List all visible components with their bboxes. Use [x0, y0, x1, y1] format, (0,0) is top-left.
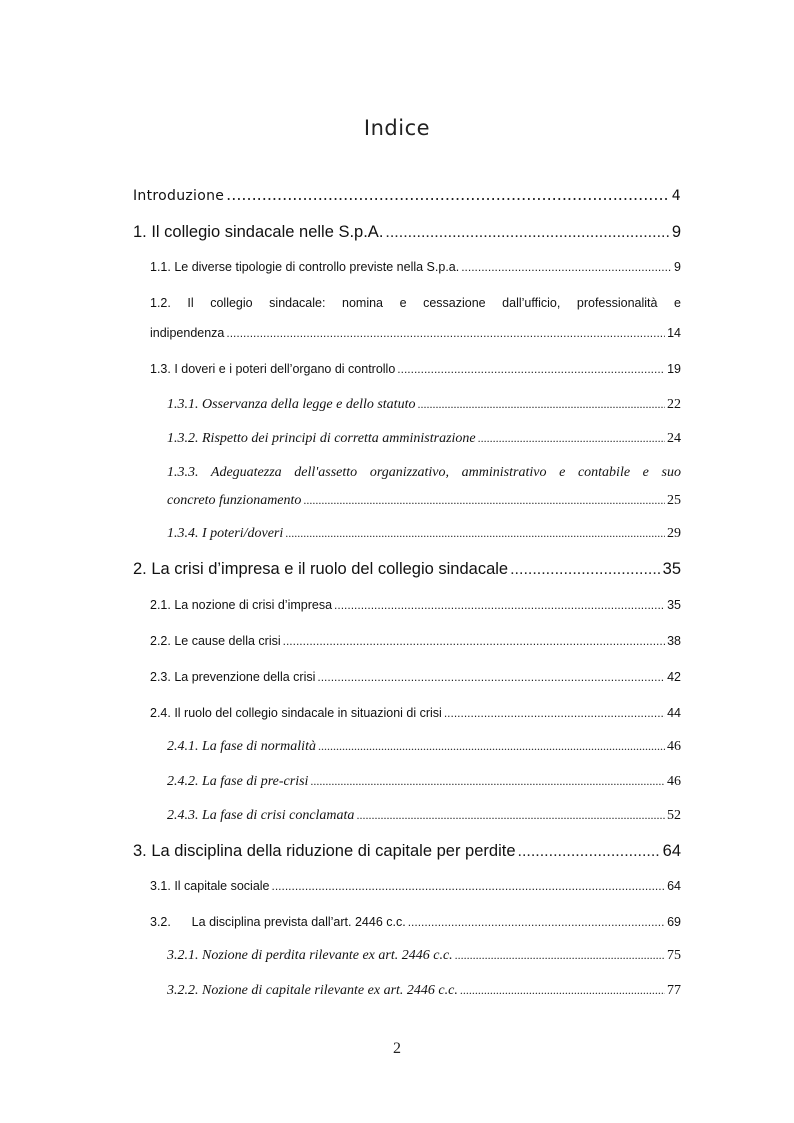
- toc-entry-label: 3. La disciplina della riduzione di capitale per perdite: [133, 842, 516, 860]
- toc-entry-chapter-1[interactable]: [133, 223, 681, 242]
- toc-entry-label: 3.2.2. Nozione di capitale rilevante ex art. 2446 c.c.: [167, 983, 458, 998]
- leader-dots: [455, 948, 665, 963]
- toc-entry-label: 3.2.1. Nozione di perdita rilevante ex art. 2446 c.c.: [167, 948, 453, 963]
- toc-entry-2-2[interactable]: [150, 634, 681, 648]
- toc-entry-page: 52: [667, 808, 681, 823]
- toc-entry-2-1[interactable]: [150, 598, 681, 612]
- leader-dots: [285, 526, 665, 541]
- toc-entry-page: 19: [667, 362, 681, 376]
- leader-dots: [226, 185, 670, 204]
- toc-entry-introduzione[interactable]: [133, 185, 681, 204]
- leader-dots: [283, 634, 665, 648]
- toc-entry-1-3-4[interactable]: [167, 526, 681, 542]
- toc-entry-1-3-2[interactable]: [167, 431, 681, 447]
- page-title: Indice: [363, 116, 431, 140]
- toc-entry-label: 3.2. La disciplina prevista dall’art. 2446 c.c.: [150, 915, 406, 929]
- toc-entry-page: 38: [667, 634, 681, 648]
- toc-entry-label: 2. La crisi d’impresa e il ruolo del collegio sindacale: [133, 560, 509, 578]
- page-number: 2: [393, 1040, 401, 1057]
- leader-dots: [460, 983, 665, 998]
- toc-entry-page: 64: [662, 842, 681, 860]
- leader-dots: [272, 879, 666, 893]
- toc-entry-page: 35: [667, 598, 681, 612]
- toc-entry-label: 2.2. Le cause della crisi: [150, 634, 281, 648]
- toc-entry-page: 46: [667, 774, 681, 789]
- toc-entry-2-4-2[interactable]: [167, 774, 681, 790]
- toc-entry-label: 2.4.1. La fase di normalità: [167, 739, 316, 754]
- toc-entry-page: 69: [667, 915, 681, 929]
- leader-dots: [397, 362, 665, 376]
- toc-entry-page: 9: [671, 223, 681, 241]
- toc-entry-page: 22: [667, 397, 681, 412]
- toc-entry-label: 2.1. La nozione di crisi d’impresa: [150, 598, 333, 612]
- toc-entry-chapter-2[interactable]: [133, 560, 681, 579]
- toc-entry-3-1[interactable]: [150, 879, 681, 893]
- leader-dots: [318, 739, 665, 754]
- leader-dots: [417, 397, 665, 412]
- toc-entry-2-4[interactable]: [150, 706, 681, 720]
- toc-entry-1-3-3[interactable]: [167, 493, 681, 509]
- toc-entry-label: 1. Il collegio sindacale nelle S.p.A.: [133, 223, 384, 241]
- toc-entry-label: 2.3. La prevenzione della crisi: [150, 670, 316, 684]
- toc-entry-label: 2.4.2. La fase di pre-crisi: [167, 774, 309, 789]
- toc-entry-label: indipendenza: [150, 326, 225, 340]
- toc-entry-label: 1.3.1. Osservanza della legge e dello statuto: [167, 397, 416, 412]
- toc-entry-page: 24: [667, 431, 681, 446]
- toc-entry-3-2-1[interactable]: [167, 948, 681, 964]
- leader-dots: [334, 598, 665, 612]
- leader-dots: [510, 561, 661, 579]
- leader-dots: [317, 670, 665, 684]
- toc-entry-1-1[interactable]: [150, 260, 681, 274]
- leader-dots: [303, 493, 665, 508]
- toc-entry-page: 44: [667, 706, 681, 720]
- toc-entry-page: 35: [662, 560, 681, 578]
- leader-dots: [408, 915, 665, 929]
- toc-entry-label: Introduzione: [133, 188, 225, 204]
- toc-entry-label: 2.4. Il ruolo del collegio sindacale in situazioni di crisi: [150, 706, 442, 720]
- toc-entry-page: 25: [667, 493, 681, 508]
- toc-entry-page: 29: [667, 526, 681, 541]
- toc-entry-page: 64: [667, 879, 681, 893]
- toc-entry-page: 42: [667, 670, 681, 684]
- toc-entry-1-2[interactable]: [150, 326, 681, 340]
- leader-dots: [356, 808, 665, 823]
- toc-entry-page: 75: [667, 948, 681, 963]
- toc-entry-label: concreto funzionamento: [167, 493, 302, 508]
- toc-entry-1-2-line1[interactable]: 1.2. Il collegio sindacale: nomina e cessazione dall’ufficio, professionalità e: [150, 296, 681, 310]
- toc-entry-label: 1.3.2. Rispetto dei principi di corretta amministrazione: [167, 431, 476, 446]
- leader-dots: [226, 326, 665, 340]
- toc-entry-page: 14: [667, 326, 681, 340]
- toc-entry-label: 1.3. I doveri e i poteri dell’organo di controllo: [150, 362, 396, 376]
- toc-entry-2-4-1[interactable]: [167, 739, 681, 755]
- toc-entry-3-2-2[interactable]: [167, 983, 681, 999]
- toc-entry-2-3[interactable]: [150, 670, 681, 684]
- toc-entry-chapter-3[interactable]: [133, 842, 681, 861]
- toc-entry-1-3-3-line1[interactable]: 1.3.3. Adeguatezza dell'assetto organizzativo, amministrativo e contabile e suo: [167, 465, 681, 480]
- toc-entry-2-4-3[interactable]: [167, 808, 681, 824]
- toc-entry-label: 1.1. Le diverse tipologie di controllo previste nella S.p.a.: [150, 260, 460, 274]
- leader-dots: [518, 843, 661, 861]
- toc-entry-1-3-1[interactable]: [167, 397, 681, 413]
- leader-dots: [444, 706, 665, 720]
- toc-entry-label: 1.3.4. I poteri/doveri: [167, 526, 284, 541]
- leader-dots: [310, 774, 665, 789]
- toc-entry-page: 77: [667, 983, 681, 998]
- toc-entry-3-2[interactable]: [150, 915, 681, 929]
- toc-entry-label: 2.4.3. La fase di crisi conclamata: [167, 808, 355, 823]
- leader-dots: [478, 431, 665, 446]
- toc-entry-page: 9: [674, 260, 681, 274]
- toc-entry-label: 3.1. Il capitale sociale: [150, 879, 270, 893]
- toc-entry-1-3[interactable]: [150, 362, 681, 376]
- leader-dots: [461, 260, 672, 274]
- toc-entry-page: 46: [667, 739, 681, 754]
- toc-entry-page: 4: [671, 188, 681, 204]
- leader-dots: [385, 224, 669, 242]
